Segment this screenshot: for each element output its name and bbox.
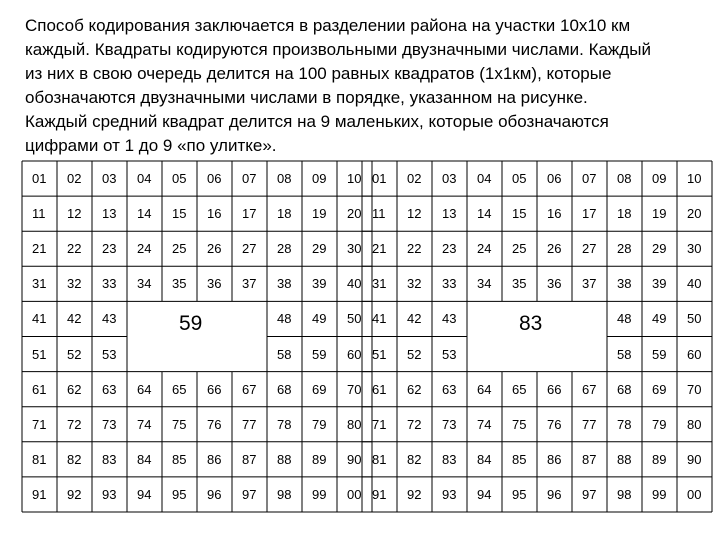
grid-cell-number: 01	[32, 171, 47, 186]
grid-cell-number: 82	[407, 451, 422, 467]
description-text	[25, 14, 705, 158]
grid-cell-number: 69	[312, 381, 327, 397]
grid-cell-number: 04	[477, 171, 492, 186]
grid-cell-number: 64	[137, 381, 152, 397]
grid-cell-number: 97	[582, 486, 597, 502]
grid-cell-number: 83	[102, 451, 117, 467]
grid-cell-number: 73	[442, 416, 457, 432]
grid-cell-number: 53	[102, 346, 117, 362]
grid-cell-number: 33	[102, 276, 117, 292]
grid-cell-number: 37	[242, 276, 257, 292]
grid-cell-number: 70	[687, 381, 702, 397]
grid-cell-number: 48	[617, 311, 632, 327]
grid-cell-number: 91	[372, 486, 387, 502]
grid-cell-number: 34	[137, 276, 152, 292]
grid-cell-number: 10	[347, 171, 362, 186]
grid-cell-number: 77	[242, 416, 257, 432]
grid-cell-number: 00	[347, 486, 362, 502]
grid-cell-number: 22	[67, 241, 82, 257]
grid-cell-number: 17	[582, 206, 597, 222]
grid-cell-number: 99	[652, 486, 667, 502]
grid-cell-number: 92	[407, 486, 422, 502]
grid-cell-number: 48	[277, 311, 292, 327]
grid-cell-number: 94	[477, 486, 492, 502]
grid-cell-number: 71	[372, 416, 387, 432]
description-line: каждый. Квадраты кодируются произвольными двузначными числами. Каждый	[25, 40, 651, 59]
grid-cell-number: 43	[102, 311, 117, 327]
grid-cell-number: 96	[547, 486, 562, 502]
grid-cell-number: 02	[67, 171, 82, 186]
grid-cell-number: 94	[137, 486, 152, 502]
grid-cell-number: 60	[347, 346, 362, 362]
grid-cell-number: 97	[242, 486, 257, 502]
grid-cell-number: 67	[582, 381, 597, 397]
grid-cell-number: 93	[442, 486, 457, 502]
grid-cell-number: 27	[242, 241, 257, 257]
grid-cell-number: 62	[67, 381, 82, 397]
grid-cell-number: 32	[67, 276, 82, 292]
grid-cell-number: 61	[32, 381, 47, 397]
grid-cell-number: 73	[102, 416, 117, 432]
grid-cell-number: 86	[207, 451, 222, 467]
grid-cell-number: 93	[102, 486, 117, 502]
grid-cell-number: 08	[277, 171, 292, 186]
grid-cell-number: 06	[547, 171, 562, 186]
grid-cell-number: 85	[172, 451, 187, 467]
grid-cell-number: 19	[312, 206, 327, 222]
grid-cell-number: 91	[32, 486, 47, 502]
grid-cell-number: 72	[407, 416, 422, 432]
grid-cell-number: 67	[242, 381, 257, 397]
grid-cell-number: 95	[512, 486, 527, 502]
grid-cell-number: 25	[512, 241, 527, 257]
grid-cell-number: 82	[67, 451, 82, 467]
grid-cell-number: 29	[652, 241, 667, 257]
grid-cell-number: 75	[512, 416, 527, 432]
grid-cell-number: 15	[172, 206, 187, 222]
grid-cell-number: 69	[652, 381, 667, 397]
grid-cell-number: 10	[687, 171, 702, 186]
grid-cell-number: 32	[407, 276, 422, 292]
grid-cell-number: 89	[312, 451, 327, 467]
grid-cell-number: 13	[102, 206, 117, 222]
grid-cell-number: 76	[547, 416, 562, 432]
grid-cell-number: 34	[477, 276, 492, 292]
grid-cell-number: 06	[207, 171, 222, 186]
grid-cell-number: 31	[32, 276, 47, 292]
grid-cell-number: 52	[67, 346, 82, 362]
grid-cell-number: 81	[32, 451, 47, 467]
grid-cell-number: 24	[137, 241, 152, 257]
grid-cell-number: 78	[277, 416, 292, 432]
grid-cell-number: 72	[67, 416, 82, 432]
square-grid-left	[22, 161, 372, 512]
grid-cell-number: 14	[137, 206, 152, 222]
grid-cell-number: 26	[207, 241, 222, 257]
grid-cell-number: 52	[407, 346, 422, 362]
grid-cell-number: 85	[512, 451, 527, 467]
grid-cell-number: 70	[347, 381, 362, 397]
grid-cell-number: 80	[687, 416, 702, 432]
description-line: из них в свою очередь делится на 100 равных квадратов (1х1км), которые	[25, 64, 612, 83]
grid-cell-number: 25	[172, 241, 187, 257]
grid-cell-number: 16	[547, 206, 562, 222]
grid-cell-number: 02	[407, 171, 422, 186]
square-label: 59	[179, 312, 203, 336]
grid-cell-number: 37	[582, 276, 597, 292]
grid-cell-number: 86	[547, 451, 562, 467]
grid-cell-number: 33	[442, 276, 457, 292]
grid-cell-number: 24	[477, 241, 492, 257]
grid-cell-number: 95	[172, 486, 187, 502]
grid-cell-number: 09	[312, 171, 327, 186]
grid-cell-number: 76	[207, 416, 222, 432]
grid-cell-number: 98	[617, 486, 632, 502]
grid-cell-number: 90	[687, 451, 702, 467]
grid-cell-number: 03	[102, 171, 117, 186]
grid-cell-number: 18	[277, 206, 292, 222]
grid-cell-number: 58	[617, 346, 632, 362]
description-line: цифрами от 1 до 9 «по улитке».	[25, 136, 277, 155]
grid-cell-number: 30	[687, 241, 702, 257]
grid-cell-number: 28	[277, 241, 292, 257]
grid-cell-number: 59	[312, 346, 327, 362]
grid-cell-number: 74	[477, 416, 492, 432]
grid-cell-number: 66	[207, 381, 222, 397]
grid-cell-number: 19	[652, 206, 667, 222]
grid-cell-number: 84	[477, 451, 492, 467]
grid-cell-number: 49	[652, 311, 667, 327]
description-line: Способ кодирования заключается в разделении района на участки 10х10 км	[25, 16, 631, 35]
grid-cell-number: 43	[442, 311, 457, 327]
grid-cell-number: 90	[347, 451, 362, 467]
grid-cell-number: 38	[617, 276, 632, 292]
grid-cell-number: 81	[372, 451, 387, 467]
grid-cell-number: 80	[347, 416, 362, 432]
grid-cell-number: 65	[512, 381, 527, 397]
grid-cell-number: 99	[312, 486, 327, 502]
grid-cell-number: 38	[277, 276, 292, 292]
grid-cell-number: 09	[652, 171, 667, 186]
grid-cell-number: 98	[277, 486, 292, 502]
grid-cell-number: 68	[277, 381, 292, 397]
grid-cell-number: 11	[372, 206, 386, 222]
grid-cell-number: 74	[137, 416, 152, 432]
grid-cell-number: 51	[372, 346, 387, 362]
grid-cell-number: 83	[442, 451, 457, 467]
grid-cell-number: 26	[547, 241, 562, 257]
grid-cell-number: 88	[277, 451, 292, 467]
grid-cell-number: 63	[442, 381, 457, 397]
grid-cell-number: 22	[407, 241, 422, 257]
grid-cell-number: 62	[407, 381, 422, 397]
description-line: Каждый средний квадрат делится на 9 маленьких, которые обозначаются	[25, 112, 609, 131]
grid-cell-number: 36	[547, 276, 562, 292]
grid-cell-number: 31	[372, 276, 387, 292]
grid-cell-number: 75	[172, 416, 187, 432]
grid-cell-number: 04	[137, 171, 152, 186]
grid-cell-number: 96	[207, 486, 222, 502]
grid-cell-number: 13	[442, 206, 457, 222]
grid-cell-number: 88	[617, 451, 632, 467]
grid-cell-number: 79	[312, 416, 327, 432]
grid-cell-number: 39	[652, 276, 667, 292]
grid-cell-number: 61	[372, 381, 387, 397]
grid-cell-number: 05	[172, 171, 187, 186]
grid-cell-number: 35	[172, 276, 187, 292]
grid-cell-number: 40	[347, 276, 362, 292]
grid-cell-number: 21	[372, 241, 387, 257]
grid-cell-number: 01	[372, 171, 387, 186]
grid-cell-number: 65	[172, 381, 187, 397]
grid-cell-number: 41	[372, 311, 387, 327]
grid-cell-number: 42	[407, 311, 422, 327]
square-label: 83	[519, 312, 543, 336]
grid-cell-number: 66	[547, 381, 562, 397]
grid-cell-number: 11	[32, 206, 46, 222]
grid-cell-number: 42	[67, 311, 82, 327]
grid-cell-number: 77	[582, 416, 597, 432]
grid-cell-number: 29	[312, 241, 327, 257]
grid-cell-number: 36	[207, 276, 222, 292]
grid-cell-number: 07	[582, 171, 597, 186]
grid-cell-number: 41	[32, 311, 47, 327]
grid-cell-number: 50	[687, 311, 702, 327]
grid-cell-number: 60	[687, 346, 702, 362]
grid-cell-number: 15	[512, 206, 527, 222]
grid-cell-number: 12	[407, 206, 422, 222]
grid-cell-number: 63	[102, 381, 117, 397]
grid-cell-number: 23	[442, 241, 457, 257]
grid-cell-number: 28	[617, 241, 632, 257]
grid-cell-number: 05	[512, 171, 527, 186]
grid-cell-number: 08	[617, 171, 632, 186]
grid-cell-number: 00	[687, 486, 702, 502]
grid-cell-number: 79	[652, 416, 667, 432]
grid-cell-number: 59	[652, 346, 667, 362]
grid-cell-number: 03	[442, 171, 457, 186]
grid-cell-number: 92	[67, 486, 82, 502]
grid-cell-number: 18	[617, 206, 632, 222]
grid-cell-number: 49	[312, 311, 327, 327]
grid-cell-number: 21	[32, 241, 47, 257]
grid-cell-number: 12	[67, 206, 82, 222]
square-grid-right	[362, 161, 712, 512]
grid-cell-number: 40	[687, 276, 702, 292]
grid-cell-number: 68	[617, 381, 632, 397]
grid-cell-number: 89	[652, 451, 667, 467]
grid-cell-number: 07	[242, 171, 257, 186]
description-line: обозначаются двузначными числами в порядке, указанном на рисунке.	[25, 88, 588, 107]
grid-cell-number: 87	[582, 451, 597, 467]
grid-cell-number: 16	[207, 206, 222, 222]
grid-cell-number: 84	[137, 451, 152, 467]
grid-cell-number: 23	[102, 241, 117, 257]
grid-cell-number: 20	[687, 206, 702, 222]
grid-cell-number: 78	[617, 416, 632, 432]
grid-cell-number: 53	[442, 346, 457, 362]
grid-cell-number: 39	[312, 276, 327, 292]
grid-cell-number: 71	[32, 416, 47, 432]
grid-cell-number: 50	[347, 311, 362, 327]
grid-cell-number: 20	[347, 206, 362, 222]
grid-cell-number: 17	[242, 206, 257, 222]
grid-cell-number: 35	[512, 276, 527, 292]
grid-cell-number: 64	[477, 381, 492, 397]
grid-cell-number: 51	[32, 346, 47, 362]
grid-cell-number: 30	[347, 241, 362, 257]
grid-cell-number: 58	[277, 346, 292, 362]
grid-cell-number: 27	[582, 241, 597, 257]
grid-cell-number: 87	[242, 451, 257, 467]
grid-cell-number: 14	[477, 206, 492, 222]
